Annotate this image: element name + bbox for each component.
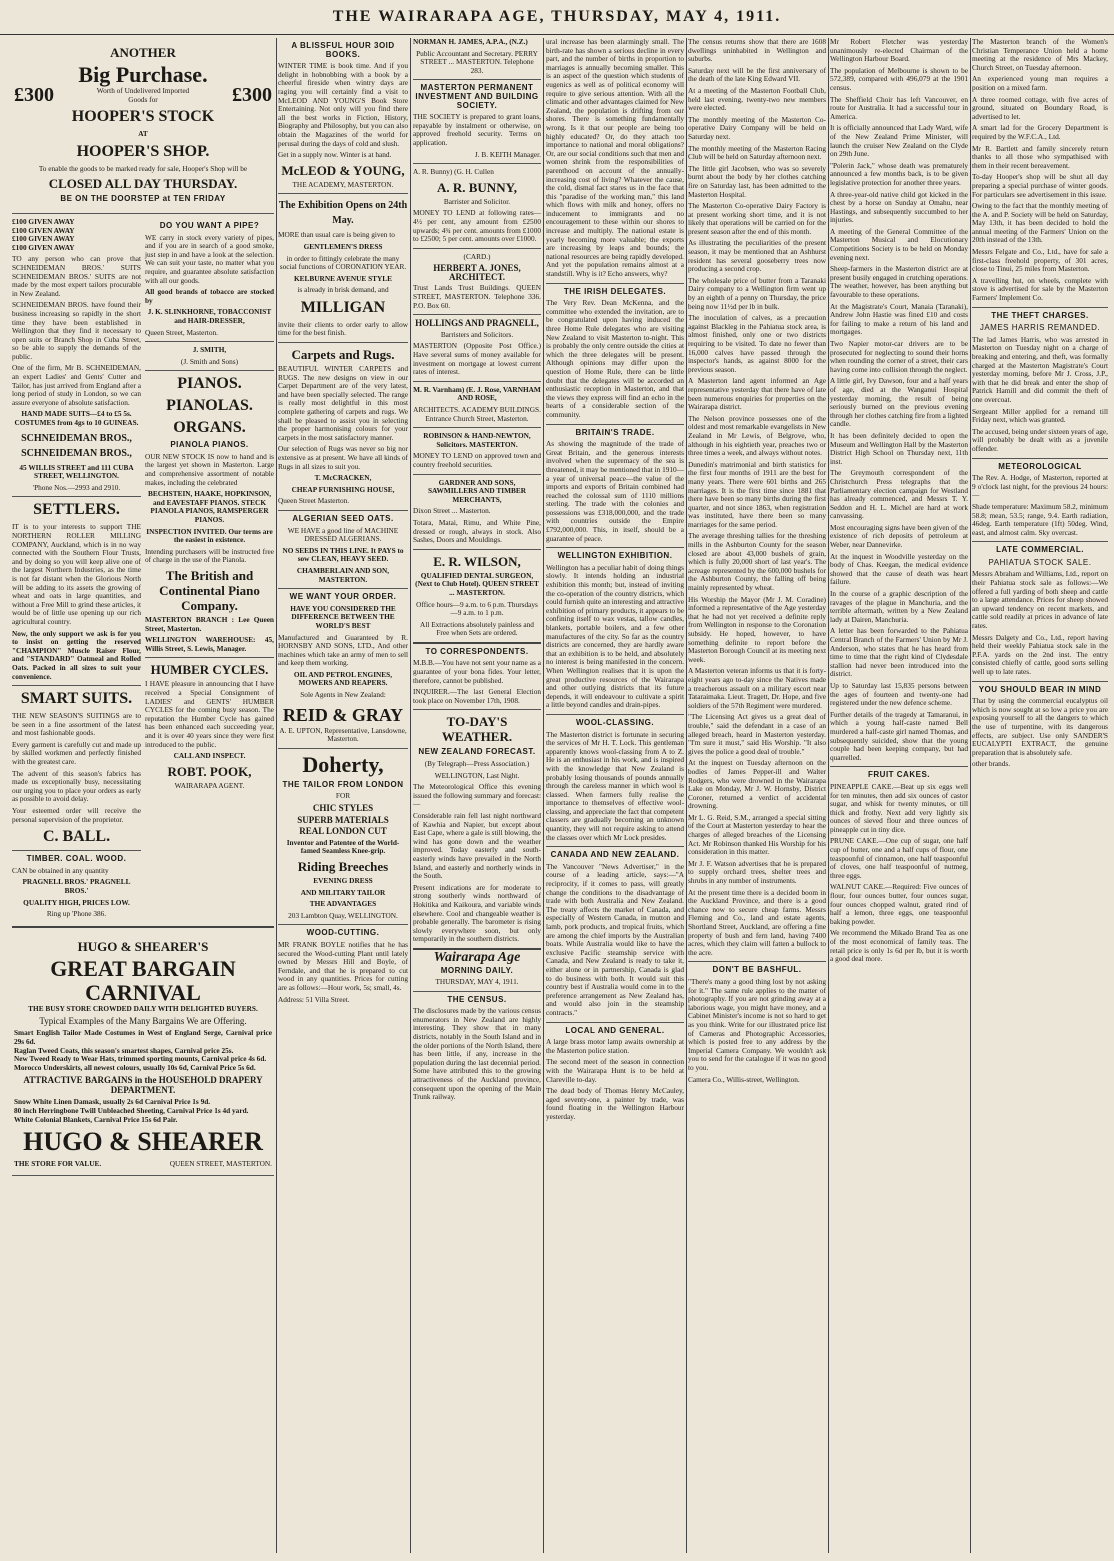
divider xyxy=(413,991,541,992)
column-2 xyxy=(278,38,408,1553)
sale-text: Messrs Abraham and Williams, Ltd., report on their Pahiatua stock sale as follows:—We offered a full yarding of both sheep and cattle to a large attendance. Prices for sheep showed an upward tendency on recent markets, and cattle sold readily at prices in advance of late rates. xyxy=(972,569,1108,631)
oil-petrol: OIL AND PETROL ENGINES, MOWERS AND REAPERS. xyxy=(293,669,393,688)
divider xyxy=(145,657,274,658)
given-away: £100 GIVEN AWAY £100 GIVEN AWAY £100 GIVEN AWAY £100 GIVEN AWAY xyxy=(12,216,75,252)
wctu-branch: The Masterton branch of the Women's Christian Temperance Union held a home meeting at the residence of Mrs Mackey, Church Street, on Tuesday afternoon. xyxy=(972,38,1108,72)
divider xyxy=(278,924,408,925)
hoopers-stock: HOOPER'S STOCK xyxy=(71,108,215,126)
right-price: £300 xyxy=(232,84,272,107)
advantages: THE ADVANTAGES xyxy=(309,899,377,909)
wool-text: The Masterton district is fortunate in securing the services of Mr H. T. Lock. This gentleman apparently knows wool-classing from A to Z. He is an enthusiast in his work, and is inspired with the knowledge that New Zealand is probably losing thousands of pounds annually through the careless manner in which wool is classed. When farmers fully realise the importance to themselves of effective wool-classing, and appreciate the fact that competent classers are gradually becoming an unknown quantity, they will not require asking to attend the classes over which Mr Lock presides. xyxy=(546,729,684,842)
pianos-heading: PIANOS. xyxy=(177,375,242,393)
no-seeds: NO SEEDS IN THIS LINE. It PAYS to sow CLEAN, HEAVY SEED. xyxy=(282,545,404,564)
wellington-warehouse: WELLINGTON WAREHOUSE: 45, Willis Street, S. Lewis, Manager. xyxy=(145,635,274,653)
want-order: WE WANT YOUR ORDER. xyxy=(289,592,397,602)
new-stock-text: OUR NEW STOCK IS now to hand and is the largest yet shown in Masterton. Large and comprehensive assortment of notable makes, including the celebrated xyxy=(145,451,274,487)
mikado-tea: We recommend the Mikado Brand Tea as one of the most economical of family teas. The retail price is only 1s 6d per lb, but it is worth a good deal more. xyxy=(830,928,968,964)
canada-text: The Vancouver "News Advertiser," in the course of a leading article, says:—"A reciprocity, if it comes to pass, will greatly change the conditions to the disadvantage of trade with both Australia and New Zealand. The treaty affects the market of Canada, and especially of Western Canada, in mutton and lamb, pork products, and tropical fruits, which are among the chief imports by the Australian boats. While Australia would like to have the exclusive Pacific steamship service with Canada, and New Zealand is ready to take it, either alone or in partnership, Canada is glad to do business with both. It would suit this country best if Australia would come in to the preference arrangement as New Zealand has, and would also join in the steamship contracts." xyxy=(546,861,684,1017)
exhibition-text: Wellington has a peculiar habit of doing things slowly. It intends holding an industrial exhibition this month; but, instead of inviting the co-operation of the country districts, which could furnish quite an interesting and attractive exhibition of primary products, it appears to be confining itself to wax vestas, tallow candles, blankets, portable boilers, and a few other manufactures of the city. So far as the country districts are concerned, they are hardly aware that an exhibition is to be held, and absolutely no interest is being manifested in the concern. When Wellington realises that it is upon the great productive resources of the Wairarapa and other outlying districts that its future depends, it will endeavour to cultivate a spirit a little beyond candles and drain-pipes. xyxy=(546,562,684,710)
makes-text: BECHSTEIN, HAAKE, HOPKINSON, and EAVESTAFF PIANOS. STECK PIANOLA PIANOS, RAMSPERGER PIANOS. xyxy=(147,489,272,525)
architects: ARCHITECTS. ACADEMY BUILDINGS. Entrance Church Street, Masterton. xyxy=(413,405,541,423)
col1-split xyxy=(12,218,274,922)
inoculation: The inoculation of calves, as a precaution against Blackleg in the Pahiatua stock area, is almost finished, only one or two districts requiring to be visited. To date no fewer than 16,000 calves have passed through the inspector's hands, as against 8000 for the previous season. xyxy=(688,313,826,374)
walnut-cake: WALNUT CAKE.—Required: Five ounces of flour, four ounces butter, four ounces sugar, four ounces chopped walnut, grated rind of half a lemon, three eggs, one teaspoonful baking powder. xyxy=(830,882,968,926)
native-child: A three-year-old native child got kicked in the chest by a horse on Sunday at Omahu, near Hastings, and subsequently succumbed to her injuries. xyxy=(830,189,968,225)
double-rule xyxy=(413,642,541,644)
smart-suits-heading: SMART SUITS. xyxy=(20,690,133,708)
column-rule xyxy=(686,38,687,1553)
met-office: The Meteorological Office this evening issued the following summary and forecast:— xyxy=(413,782,541,809)
present-indications: Present indications are for moderate to strong southerly winds northward of Hokitika and Kaikoura, and variable winds elsewhere. Cool and changeable weather is probable generally. The barometer is rising slowly everywhere soon, but only temporarily in the southern districts. xyxy=(413,882,541,944)
sergeant-remand: Sergeant Miller applied for a remand till Friday next, which was granted. xyxy=(972,406,1108,425)
chic-styles: CHIC STYLES xyxy=(312,803,374,814)
jacobsen: The little girl Jacobsen, who was so severely burnt about the body by her clothes catching fire on Saturday last, has been admitted to the Masterton Hospital. xyxy=(688,163,826,199)
barristers: Barristers and Solicitors. xyxy=(440,329,514,339)
keith-manager: J. B. KEITH Manager. xyxy=(474,149,541,159)
hugo-shearer-advert xyxy=(12,932,274,1176)
office-hours: Office hours—9 a.m. to 6 p.m. Thursdays—9 a.m. to 1 p.m. xyxy=(416,599,538,618)
busy-store: THE BUSY STORE CROWDED DAILY WITH DELIGHTED BUYERS. xyxy=(28,1003,258,1013)
masterton-branch: MASTERTON BRANCH : Lee Queen Street, Masterton. xyxy=(145,615,274,633)
divider xyxy=(278,510,408,511)
pineapple-cake: PINEAPPLE CAKE.—Beat up six eggs well for ten minutes, then add six ounces of castor sugar, and whisk for twenty minutes, or till thick and frothy. Next add very lightly six ounces of sieved flour and three ounces of pineapple cut in tiny dice. xyxy=(830,781,968,834)
nelson-evangelist: The Nelson province possesses one of the oldest and most remarkable evangelists in New Zealand in Mr Lewis, of Belgrove, who, although in his eightieth year, preaches two or three times a week, and always without notes. xyxy=(688,413,826,458)
morning-daily: MORNING DAILY. xyxy=(440,965,514,975)
experienced-man: An experienced young man requires a position on a mixed farm. xyxy=(972,74,1108,92)
reid-gray: REID & GRAY xyxy=(282,704,404,725)
wool-heading: WOOL-CLASSING. xyxy=(575,717,655,727)
column-5 xyxy=(688,38,826,1553)
milligan: MILLIGAN xyxy=(300,298,386,316)
mayor: His Worship the Mayor (Mr J. M. Coradine) informed a representative of the Age yesterday that he had not yet received a definite reply from Wellington in response to the Coronation subsidy. He hoped, however, to have something definite to report before the Masterton Borough Council at its meeting next week. xyxy=(688,594,826,664)
col1-left xyxy=(12,218,141,922)
barrister: Barrister and Solicitor. xyxy=(443,196,511,206)
census-heading: THE CENSUS. xyxy=(447,994,507,1004)
at-label: AT xyxy=(138,129,148,139)
owing-meeting: Owing to the fact that the monthly meeting of the A. and P. Society will be held on Saturday, May 13th, it has been decided to hold the annual meeting of the Farmers' Union on the 20th instead of the 13th. xyxy=(972,201,1108,245)
hugo-shearer-name: HUGO & SHEARER xyxy=(23,1127,263,1157)
melbourne: The population of Melbourne is shown to be 572,389, compared with 496,079 at the 1901 census. xyxy=(830,65,968,92)
carpets-text: BEAUTIFUL WINTER CARPETS and RUGS. The new designs on view in our Carpet Department are of the very latest, and have been specially selected. The range is really most delightful in this most complete gathering of carpets and rugs. We shall be pleased to assist you in selecting the proper harmonising colours for your carpets in the most satisfactory manner. xyxy=(278,364,408,442)
graphic-description: In the course of a graphic description of the ravages of the plague in Manchuria, and the terrible aftermath, written by a New Zealand lady at Dairen, Manchuria. xyxy=(830,589,968,624)
mbb-note: M.B.B.—You have not sent your name as a guarantee of your bona fides. Your letter, therefore, cannot be published. xyxy=(413,658,541,685)
military-tailor: AND MILITARY TAILOR xyxy=(300,887,386,897)
humber-heading: HUMBER CYCLES. xyxy=(150,662,269,678)
algerian-heading: ALGERIAN SEED OATS. xyxy=(292,513,394,523)
hoopers-shop: HOOPER'S SHOP. xyxy=(76,142,210,160)
three-roomed: A three roomed cottage, with five acres of ground, situated on Boundary Road, is advertised to let. xyxy=(972,94,1108,121)
column-4 xyxy=(546,38,684,1553)
riding-breeches: Riding Breeches xyxy=(297,859,389,874)
society-text: THE SOCIETY is prepared to grant loans, repayable by instalment or otherwise, on approved freehold security. Terms on application. xyxy=(413,112,541,147)
smith-sons: (J. Smith and Sons) xyxy=(180,356,239,366)
hornsby-text: Manufactured and Guaranteed by R. HORNSBY AND SONS, LTD., And other machines which take an army of men to sell and keep them working. xyxy=(278,632,408,668)
card-label: (CARD.) xyxy=(463,251,491,261)
divider xyxy=(413,79,541,80)
smart-text2: Every garment is carefully cut and made up by skilled workmen and perfectly finished with the greatest care. xyxy=(12,739,141,767)
divider xyxy=(413,163,541,164)
drapery-lines: Snow White Linen Damask, usually 2s 6d Carnival Price 1s 9d. 80 inch Herringbone Twill Unbleached Sheeting, Carnival Price 1s 4d yard. White Colonial Blankets, Carnival Price 15s 6d Pair. xyxy=(14,1097,249,1124)
shade-temperature: Shade temperature: Maximum 58.2, minimum 58.8; mean, 53.5; range, 9.4. Earth radiation, 46deg. Earth temperature (1ft) 50deg. Wind, east, and almost calm. Sky overcast. xyxy=(972,501,1108,537)
divider xyxy=(972,681,1108,682)
divider xyxy=(413,474,541,475)
weather-heading: TO-DAY'S WEATHER. xyxy=(441,714,513,745)
divider xyxy=(413,427,541,428)
bunny-cullen: A. R. Bunny) (G. H. Cullen xyxy=(413,167,494,177)
coronation: in order to fittingly celebrate the many social functions of CORONATION YEAR. xyxy=(279,253,407,272)
illustrating: As illustrating the peculiarities of the present season, it may be mentioned that an Ashhurst resident has several gooseberry trees now producing a second crop. xyxy=(688,238,826,274)
chamberlain: CHAMBERLAIN AND SON, MASTERTON. xyxy=(296,565,390,584)
upton: A. E. UPTON, Representative, Lansdowne, Masterton. xyxy=(279,725,407,744)
hugo-title: HUGO & SHEARER'S xyxy=(77,938,209,954)
schneideman-text2: SCHNEIDEMAN BROS. have found their business increasing so rapidly in the short time they have been established in Wellington that they find it necessary to open suits or Branch Shop in Cuba Street, so be able to supply the demands of the public. xyxy=(12,300,141,361)
licensing-act: "The Licensing Act gives us a great deal of trouble," said the defendant in a case of an alleged breach, heard in Masterton yesterday. "I'm sure it must," said His Worship. "It also gives the police a good deal of trouble." xyxy=(688,712,826,756)
divider xyxy=(145,341,274,342)
veteran: A Masterton veteran informs us that it is forty-eight years ago to-day since the Natives made a treacherous assault on a military escort near Tataraimaka. Lieut. Tragett, Dr. Hope, and five soldiers of the 57th Regiment were murdered. xyxy=(688,666,826,710)
meteorological-heading: METEOROLOGICAL xyxy=(998,461,1082,471)
tamaranui-tragedy: Further details of the tragedy at Tamaranui, in which a young half-caste named Bell murdered a half-caste girl named Thomas, and subsequently suicided, show that the young couple had been keeping company, but had quarrelled. xyxy=(830,709,968,762)
divider xyxy=(413,314,541,315)
kelburne: KELBURNE AVENUE STYLE xyxy=(294,273,392,283)
camera-footer: Camera Co., Willis-street, Wellington. xyxy=(688,1074,800,1084)
slinkhorne: J. K. SLINKHORNE, TOBACCONIST and HAIR-DRESSER, xyxy=(147,307,272,325)
second-meet: The second meet of the season in connection with the Wairarapa Hunt is to be held at Clareville to-day. xyxy=(546,1057,684,1084)
hoopers-advert xyxy=(12,38,274,214)
inspection-text: INSPECTION INVITED. Our terms are the easiest in existence. xyxy=(146,526,273,545)
milligan-invite: invite their clients to order early to allow time for the best finish. xyxy=(278,319,408,338)
canada-heading: CANADA AND NEW ZEALAND. xyxy=(550,850,680,860)
hoopers-shut: To-day Hooper's shop will be shut all day preparing a special purchase of winter goods. For particulars see advertisement in this issue. xyxy=(972,172,1108,199)
extractions: All Extractions absolutely painless and Free when Sets are ordered. xyxy=(420,619,534,638)
column-rule xyxy=(410,38,411,1553)
travelling-hut: A travelling hut, on wheels, complete with stove is advertised for sale by the Masterton Farmers' Implement Co. xyxy=(972,275,1108,303)
double-rule xyxy=(12,926,274,928)
attractive-bargains: ATTRACTIVE BARGAINS in the HOUSEHOLD DRAPERY DEPARTMENT. xyxy=(23,1075,263,1096)
divider xyxy=(830,766,968,767)
wairarapa-age-title: Wairarapa Age xyxy=(433,949,521,965)
academy: THE ACADEMY, MASTERTON. xyxy=(292,179,394,189)
weather-text: Considerable rain fell last night northward of Kawhia and Napier, but except about East Cape, where a gale is still blowing, the wind has gone down and the weather improved. Today easterly and south-easterly winds have prevailed in the North Island, and easterly and northerly winds in the South. xyxy=(413,811,541,881)
smart-text: THE NEW SEASON'S SUITINGS are to be seen in a fine assortment of the latest and most fashionable goods. xyxy=(12,711,141,738)
divider xyxy=(413,549,541,550)
divider xyxy=(972,458,1108,459)
enable-text: To enable the goods to be marked ready for sale, Hooper's Shop will be xyxy=(38,163,248,173)
racing-club: The monthly meeting of the Masterton Racing Club will be held on Saturday afternoon next. xyxy=(688,143,826,162)
schneideman-phone: 'Phone Nos.—2993 and 2910. xyxy=(32,482,121,492)
queen-street: Queen Street, Masterton. xyxy=(145,327,218,337)
robinson: ROBINSON & HAND-NEWTON, Solicitors. MASTERTON. xyxy=(423,431,531,449)
lambton-quay: 203 Lambton Quay, WELLINGTON. xyxy=(288,910,398,920)
watson: Mr J. F. Watson advertises that he is prepared to supply orchard trees, shelter trees and shrubs in any number of instruments. xyxy=(688,858,826,886)
pahiatua-letter: A letter has been forwarded to the Pahiatua Central Branch of the Farmers' Union by Mr J. Anderson, who states that he has heard from time to time that the right kind of Clydesdale stallion had never been introduced into the district. xyxy=(830,626,968,679)
divider xyxy=(546,283,684,284)
dunedin-statistics: Dunedin's matrimonial and birth statistics for the first four months of 1911 are the best for many years. There were 601 births and 265 marriages. It is the first time since 1881 that there have been so many births during the first quarter, and not since 1863, when registration was instituted, have there been so many marriages for the same period. xyxy=(688,459,826,529)
divider xyxy=(12,496,141,497)
greymouth: The Greymouth correspondent of the Christchurch Press telegraphs that the Parliamentary election campaign for Westland has already commenced, and Messrs T. Y. Seddon and H. L. Michel are hard at work canvassing. xyxy=(830,468,968,521)
ready-decided: It has been definitely decided to open the Museum and Wellington Hall by the Masterton District High School on Thursday next, 11th inst. xyxy=(830,430,968,466)
rugs-text: Our selection of Rugs was never so big nor extensive as at present. We have all kinds of Rugs in all sizes to suit you. xyxy=(278,444,408,471)
column-rule xyxy=(828,38,829,1553)
hollings-text: MASTERTON (Opposite Post Office.) Have several sums of money available for investment on mortgage at lowest current rates of interest. xyxy=(413,341,541,377)
norman-james: NORMAN H. JAMES, A.P.A., (N.Z.) xyxy=(413,38,528,46)
football-club: At a meeting of the Masterton Football Club, held last evening, twenty-two new members were elected. xyxy=(688,85,826,113)
accountant: Public Accountant and Secretary. PERRY STREET ... MASTERTON. Telephone 283. xyxy=(416,48,538,75)
permanent-society: MASTERTON PERMANENT INVESTMENT AND BUILDING SOCIETY. xyxy=(415,83,539,110)
trade-text: As showing the magnitude of the trade of Great Britain, and the generous interests involved when the supremacy of the sea is threatened, it may be mentioned that in 1910—a year of universal peace—the value of the imports and exports of Britain combined had reached the colossal sum of 1110 millions sterling. The trade with the colonies and possessions was £318,000,000, and the trade with countries outside the Empire £792,000,000. This, in itself, should be a guarantee of peace. xyxy=(546,439,684,543)
dixon-street: Dixon Street ... Masterton. xyxy=(413,506,491,516)
bear-in-mind: YOU SHOULD BEAR IN MIND xyxy=(978,684,1102,694)
saturday-anniversary: Saturday next will be the first anniversary of the death of the late King Edward VII. xyxy=(688,65,826,84)
harris-text: The lad James Harris, who was arrested in Masterton on Tuesday night on a charge of breaking and entering, and theft, was formally charged at the Masterton Magistrate's Court yesterday morning, before Mr J. Cross, J.P., with that he did break and enter the shop of Patrick Hamill and did commit the theft of one overcoat. xyxy=(972,334,1108,404)
schneideman-text: TO any person who can prove that SCHNEIDEMAN BROS.' SUITS SCHNEIDEMAN BROS.' SUITS are not made by the most expert tailors procurable in New Zealand. xyxy=(12,254,141,298)
theft-heading: THE THEFT CHARGES. xyxy=(991,310,1089,320)
quality-text: QUALITY HIGH, PRICES LOW. xyxy=(23,897,130,907)
harris-remanded: JAMES HARRIS REMANDED. xyxy=(979,323,1101,333)
land-agent: A Masterton land agent informed an Age representative yesterday that there have of late been numerous enquiries for properties on the Wairarapa district. xyxy=(688,376,826,412)
settlers-text: IT is to your interests to support THE NORTHERN ROLLER MILLING COMPANY, Auckland, which is in no way connected with the Southern Flour Trusts, and by doing so you will keep alive one of the largest Northern Industries, as the time is not far distant when the Glorious North will be adding to its assets the growing of wheat and oats in large quantities, and without a Free Mill to grind these articles, it would be of little use opening up our rich agricultural country. xyxy=(12,522,141,626)
bashful-heading: DON'T BE BASHFUL. xyxy=(712,965,802,975)
settlers-text2: Now, the only support we ask is for you to insist on getting the reserved "CHAMPION" Muscle Raiser Flour, and "STANDARD" Oatmeal and Rolled Oats. Packed in all sizes to suit your convenience. xyxy=(12,628,141,681)
left-price: £300 xyxy=(14,84,54,107)
divider xyxy=(278,193,408,194)
pianolas-heading: PIANOLAS. xyxy=(166,397,253,415)
wellington-last: WELLINGTON, Last Night. xyxy=(434,770,520,780)
gentlemens-dress: GENTLEMEN'S DRESS xyxy=(303,241,383,251)
hand-made: HAND MADE SUITS—£4 to £5 5s. COSTUMES from 4gs to 10 GUINEAS. xyxy=(14,409,139,428)
exhibition-heading: The Exhibition Opens on 24th May. xyxy=(278,200,408,227)
bartlett-thanks: Mr R. Bartlett and family sincerely return thanks to all those who sympathised with them in their recent bereavement. xyxy=(972,143,1108,170)
big-purchase-heading: Big Purchase. xyxy=(78,62,208,87)
divider xyxy=(145,370,274,371)
divider xyxy=(413,248,541,249)
polerin-jack: "Polerin Jack," whose death was prematurely announced a few months back, is to be given legislative protection for another three years. xyxy=(830,160,968,187)
store-for-value: THE STORE FOR VALUE. xyxy=(14,1159,102,1169)
inventor: Inventor and Patentee of the World-famed Seamless Knee-grip. xyxy=(286,837,400,856)
winter-text: WINTER TIME is book time. And if you delight in hobnobbing with a book by a cheerful fireside when wintry days are raging you will certainly find a visit to McLEOD AND YOUNG'S Book Store Entertaining. Not only will you find there all the best works in Fiction, History, Biography and Philosophy, but you can also obtain the Magazines of the world for perusal during the days of cold and slush. xyxy=(278,61,408,148)
local-heading: LOCAL AND GENERAL. xyxy=(565,1025,665,1035)
get-in: Get in a supply now. Winter is at hand. xyxy=(278,150,392,160)
money-lend2: MONEY TO LEND on approved town and country freehold securities. xyxy=(413,451,541,469)
motor-car: Two Napier motor-car drivers are to be prosecuted for neglecting to sound their horns when rounding the corner of a street, their cars having come into collision through the neglect. xyxy=(830,339,968,374)
divider xyxy=(12,850,141,851)
late-commercial: LATE COMMERCIAL. xyxy=(996,545,1084,555)
pipe-heading: DO YOU WANT A PIPE? xyxy=(159,220,260,230)
carpets-heading: Carpets and Rugs. xyxy=(291,347,395,363)
dead-body: The dead body of Thomas Henry McCauley, aged seventy-one, a painter by trade, was found floating in the Wellington Harbour yesterday. xyxy=(546,1086,684,1121)
divider xyxy=(972,307,1108,308)
forecast-heading: NEW ZEALAND FORECAST. xyxy=(418,747,536,757)
bargain-lines: Smart English Tailor Made Costumes in West of England Serge, Carnival price 29s 6d. Raglan Tweed Coats, this season's smartest shapes, Carnival price 25s. New Tweed Ready to Wear Hats, trimmed sporting mounts, Carnival price 4s 6d. Morocco Underskirts, all newest colours, usually 10s 6d, Carnival Price 5s 6d. xyxy=(14,1028,272,1072)
little-girl: A little girl, Ivy Dawson, four and a half years of age, died at the Wanganui Hospital yesterday morning, the result of being seriously burned on the previous evening through her clothes catching fire from a lighted candle. xyxy=(830,376,968,429)
gardner-sons: GARDNER AND SONS, SAWMILLERS AND TIMBER MERCHANTS, xyxy=(428,477,526,504)
general-committee: A meeting of the General Committee of the Masterton Musical and Elocutionary Competitions Society is to be held on Monday evening next. xyxy=(830,226,968,262)
defence-scheme: Up to Saturday last 15,835 persons between the ages of fourteen and twenty-one had registered under the new defence scheme. xyxy=(830,680,968,708)
smart-text4: Your esteemed order will receive the personal supervision of the proprietor. xyxy=(12,806,141,824)
mcleod-young: McLEOD & YOUNG, xyxy=(281,162,405,178)
issue-date: THURSDAY, MAY 4, 1911. xyxy=(435,977,519,987)
woodville-inquest: At the inquest in Woodville yesterday on the body of Chas. Keegan, the medical evidence showed that the cause of death was heart failure. xyxy=(830,551,968,587)
divider xyxy=(546,1022,684,1023)
evening-dress: EVENING DRESS xyxy=(313,876,373,885)
divider xyxy=(546,714,684,715)
ural-text: ural increase has been alarmingly small. The birth-rate has shown a serious decline in every part, and the number of births in proportion to marriages is annually becoming smaller. This is an aspect of the question which students of eugenics as well as of political economy will require to give serious attention. With all the climatic and other advantages claimed for New Zealand, the population is drifting from our shores. There is something fundamentally wrong. Is it that our people are being too highly educated? Or, do they attach too importance to national and moral obligations? Or, are our social conditions such that men and women shrink from the responsibilities of parenthood on account of the annually-increasing cost of living? Whatever the cause, the cold, dismal fact stares us in the face that this "paradise of the working man," this land which flows with milk and honey, offers no inducement to immigrants and no encouragement to these within our shores to increase and multiply. The national estate is yearly becoming more valuable; the exports are increasing by leaps and bounds; the national resources are being rapidly developed. And yet the population remains almost at a standstill. Why is it? Echo answers, why? xyxy=(546,38,684,279)
sheffield-choir: The Sheffield Choir has left Vancouver, en route for Australia. It had a successful tour in America. xyxy=(830,94,968,121)
dental: QUALIFIED DENTAL SURGEON, (Next to Club Hotel). QUEEN STREET ... MASTERTON. xyxy=(415,570,539,597)
col1-right xyxy=(145,218,274,922)
bashful-text: "There's many a good thing lost by not asking for it." The same rule applies to the matter of photography. If you are not grinding away at a laborious wage, you might have money, and a Cabinet Minister's income is not so hard to get as you think. Write for our illustrated price list of Cameras and Photographic Accessories, which is posted free to any address by the Imperial Camera Company. We wouldn't ask you to send for the catalogue if it was no good to you. xyxy=(688,976,826,1072)
trust-lands: Trust Lands Trust Buildings. QUEEN STREET, MASTERTON. Telephone 336. P.O. Box 60. xyxy=(413,283,541,310)
dalgety-report: Messrs Dalgety and Co., Ltd., report having held their weekly Pahiatua stock sale in the P.F.A. yards on the 2nd inst. The entry consisted chiefly of cattle, good sorts selling well up to late rates. xyxy=(972,632,1108,676)
masthead xyxy=(0,6,1114,35)
varnham-rose: M. R. Varnham) (E. J. Rose, VARNHAM AND ROSE, xyxy=(413,384,541,403)
wilson: E. R. WILSON, xyxy=(433,553,521,569)
pianola-pianos: PIANOLA PIANOS. xyxy=(170,440,249,450)
census-returns: The census returns show that there are 1608 dwellings uninhabited in Wellington and suburbs. xyxy=(688,38,826,64)
fruit-cakes-heading: FRUIT CAKES. xyxy=(868,770,930,780)
divider xyxy=(413,709,541,710)
other-brands: other brands. xyxy=(972,759,1011,769)
column-rule xyxy=(276,38,277,1553)
typical-examples: Typical Examples of the Many Bargains We are Offering. xyxy=(39,1016,247,1027)
column-6 xyxy=(830,38,968,1553)
organs-heading: ORGANS. xyxy=(173,419,246,437)
sole-agents: Sole Agents in New Zealand: xyxy=(300,690,386,700)
price-row xyxy=(14,84,272,107)
wood-cutting: WOOD-CUTTING. xyxy=(306,928,380,938)
auckland-boom: At the present time there is a decided boom in the Auckland Province, and there is a good chance now to secure cheap farms. Messrs Fleming and Co., land and estate agents, Shortland Street, Auckland, are offering a fine property of bush and fern land, having 7400 acres, which they claim will fatten a bullock to the acre. xyxy=(688,887,826,957)
divider xyxy=(278,342,408,343)
bunny-name: A. R. BUNNY, xyxy=(436,179,518,195)
wholesale-butter: The wholesale price of butter from a Taranaki Dairy company to a Wellington firm went up by an eighth of a penny on Thursday, the price being now 11½d per lb in bulk. xyxy=(688,275,826,311)
schneideman-address: 45 WILLIS STREET and 111 CUBA STREET, WELLINGTON. xyxy=(19,462,134,481)
schneideman-bros: SCHNEIDEMAN BROS., SCHNEIDEMAN BROS., xyxy=(21,432,132,459)
milligan-text: is already in brisk demand, and xyxy=(297,285,389,295)
footer-address: QUEEN STREET, MASTERTON. xyxy=(169,1159,272,1169)
can-be-obtained: CAN be obtained in any quantity xyxy=(12,865,109,875)
dairy-meeting: The monthly meeting of the Masterton Co-operative Dairy Company will be held on Saturday next. xyxy=(688,114,826,141)
robt-pook: ROBT. POOK, xyxy=(167,763,252,779)
real-london: REAL LONDON CUT xyxy=(299,826,387,837)
irish-heading: THE IRISH DELEGATES. xyxy=(563,286,667,296)
column-3 xyxy=(413,38,541,1553)
pahiatua-sale: PAHIATUA STOCK SALE. xyxy=(988,557,1092,567)
considered: HAVE YOU CONSIDERED THE DIFFERENCE BETWEEN THE WORLD'S BEST xyxy=(290,603,396,630)
money-lend: MONEY TO LEND at following rates—4½ per cent, any amount from £2500 upwards; 4¾ per cent. amounts from £1000 to £2500; 5 per cent. amounts over £1000. xyxy=(413,208,541,244)
divider xyxy=(546,424,684,425)
divider xyxy=(688,961,826,962)
machine-dressed: WE HAVE a good line of MACHINE DRESSED ALGERIANS. xyxy=(287,525,399,544)
humber-text: I HAVE pleasure in announcing that I have received a Special Consignment of LADIES' and GENTS' HUMBER CYCLES for the coming busy season. The reputation the Humber Cycle has gained has been enhanced each succeeding year, and it is over 40 years since they were first introduced to the public. xyxy=(145,679,274,749)
lady-ward: It is officially announced that Lady Ward, wife of the New Zealand Prime Minister, will launch the cruiser New Zealand on the Clyde on 29th June. xyxy=(830,123,968,159)
c-ball: C. BALL. xyxy=(42,828,111,846)
felgate: Messrs Felgate and Co., Ltd., have for sale a first-class freehold property, of 301 acres, close to Tinui, 25 miles from Masterton. xyxy=(972,247,1108,274)
doherty: Doherty, xyxy=(302,751,384,777)
superb-materials: SUPERB MATERIALS xyxy=(297,814,389,825)
exhibition-heading: WELLINGTON EXHIBITION. xyxy=(557,551,673,561)
bear-text: That by using the commercial eucalyptus oil which is now sought at so low a price you are exposing yourself to all the dangers to which the use of turpentine, with its dangerous effects, are subject. Use only SANDER'S EUCALYPTI EXTRACT, the genuine preparation that is absolutely safe. xyxy=(972,696,1108,757)
queen-st: Queen Street Masterton. xyxy=(278,496,350,506)
divider xyxy=(546,846,684,847)
hugo-footer xyxy=(14,1160,272,1169)
cheap-furnishing: CHEAP FURNISHING HOUSE, xyxy=(291,484,395,494)
hodge-report: The Rev. A. Hodge, of Masterton, reported at 9 o'clock last night, for the previous 24 hours:— xyxy=(972,473,1108,500)
for-label: FOR xyxy=(335,791,351,801)
mccracken: T. McCRACKEN, xyxy=(314,473,372,483)
pipe-stocked: All good brands of tobacco are stocked by xyxy=(145,287,274,305)
call-inspect: CALL AND INSPECT. xyxy=(173,751,246,761)
smart-lad: A smart lad for the Grocery Department is required by the W.F.C.A., Ltd. xyxy=(972,123,1108,141)
inquirer-note: INQUIRER.—The last General Election took place on November 17th, 1908. xyxy=(413,687,541,705)
divider xyxy=(546,547,684,548)
totara: Totara, Matai, Rimu, and White Pine, dressed or rough, always in stock. Also Sashes, Doors and Mouldings. xyxy=(413,517,541,545)
encouraging-signs: Most encouraging signs have been given of the existence of rich deposits of petroleum at Weber, near Dannevirke. xyxy=(830,522,968,550)
doorstep-notice: BE ON THE DOORSTEP at TEN FRIDAY xyxy=(60,194,226,204)
column-1 xyxy=(12,38,274,1553)
telegraph: (By Telegraph—Press Association.) xyxy=(424,759,530,769)
blissful-heading: A BLISSFUL HOUR 3OID BOOKS. xyxy=(291,41,395,59)
accused-juvenile: The accused, being under sixteen years of age, will probably be dealt with as a juvenile offender. xyxy=(972,426,1108,453)
divider xyxy=(12,685,141,686)
british-continental: The British and Continental Piano Company. xyxy=(159,568,260,613)
divider xyxy=(278,588,408,589)
co-op-factory: The Masterton Co-operative Dairy Factory is at present working short time, and it is not likely that operations will be carried on for the present season after the end of this month. xyxy=(688,201,826,236)
magistrate-court: At the Magistrate's Court, Manaia (Taranaki), Andrew John Hastie was fined £10 and costs for failing to make a return of his land and mortgages. xyxy=(830,301,968,337)
boyle-address: Address: 51 Villa Street. xyxy=(278,994,350,1004)
fletcher: Mr Robert Fletcher was yesterday unanimously re-elected Chairman of the Wellington Harbour Board. xyxy=(830,38,968,64)
inquest: At the inquest on Tuesday afternoon on the bodies of James Pepper-ill and Walter Rodgers, who were drowned in the Wairarapa Lake on Monday, Mr J. W. Hornsby, District Coroner, returned a verdict of accidental drowning. xyxy=(688,758,826,811)
intending-text: Intending purchasers will be instructed free of charge in the use of the Pianola. xyxy=(145,546,274,565)
j-smith: J. SMITH, xyxy=(192,345,227,355)
great-bargain: GREAT BARGAIN CARNIVAL xyxy=(50,955,236,1005)
correspondents-heading: TO CORRESPONDENTS. xyxy=(425,646,529,656)
boyle-text: MR FRANK BOYLE notifies that he has secured the Wood-cutting Plant until lately owned by Messrs Hill and Boyle, of Ferndale, and that he is prepared to cut wood in any quantities. Prices for cutting are as follows:—Hour work, 5s; small, 4s. xyxy=(278,939,408,992)
column-rule xyxy=(543,38,544,1553)
trade-heading: BRITAIN'S TRADE. xyxy=(575,427,655,437)
threshing: The average threshing tallies for the threshing mills in the Ashburton County for the season closed are about 43,000 bushels of grain, which is fully 20,000 short of last year's. The acreage represented by the 600,000 bushels for the Ashburton County, the falling off being mainly represented by wheat. xyxy=(688,531,826,593)
price-note: Worth of Undelivered Imported Goods for xyxy=(96,86,190,104)
census-text: The disclosures made by the various census enumerators in New Zealand are highly interesting. They show that in many districts, notably in the South Island and in the older portions of the North Island, there has been little, if any, increase in the population during the last decennial period. Some have attributed this to the growing attractiveness of the Auckland province, consequent upon the opening of the Main Trunk railway. xyxy=(413,1006,541,1102)
exhibition-text: MORE than usual care is being given to xyxy=(278,230,395,240)
divider xyxy=(972,541,1108,542)
column-7 xyxy=(972,38,1108,1553)
tailor-london: THE TAILOR FROM LONDON xyxy=(282,779,404,789)
divider xyxy=(413,381,541,382)
column-rule xyxy=(970,38,971,1553)
schneideman-text3: One of the firm, Mr B. SCHNEIDEMAN, an expert Ladies' and Gents' Cutter and Tailor, has just arrived from England after a long period of study in London, so we can assure everyone of absolute satisfaction. xyxy=(12,363,141,407)
divider xyxy=(278,748,408,749)
pipe-text: WE carry in stock every variety of pipes, and if you are in search of a good smoke, just step in and have a look at the selection. We can suit your taste, no matter what you require, and guarantee absolute satisfaction with all our goods. xyxy=(145,232,274,285)
irish-text: The Very Rev. Dean McKenna, and the committee who extended the invitation, are to be congratulated upon having induced the three Home Rule delegates who are visiting New Zealand to visit Masterton to-night. This is probably the only centre outside the cities at which the three delegates will be present. Although opinions may differ upon the question of Home Rule, there can be little doubt that the delegates will be accorded an enthusiastic reception in Masterton, and that the views they express will find an echo in the hearts of a considerable section of the community. xyxy=(546,298,684,419)
timber-heading: TIMBER. COAL. WOOD. xyxy=(26,854,127,864)
settlers-heading: SETTLERS. xyxy=(33,501,120,519)
masthead-title: THE WAIRARAPA AGE, THURSDAY, MAY 4, 1911. xyxy=(332,8,782,25)
herbert-jones: HERBERT A. JONES, ARCHITECT. xyxy=(433,263,521,282)
hollings-pragnell: HOLLINGS AND PRAGNELL, xyxy=(415,318,539,329)
special-sitting: Mr L. G. Reid, S.M., arranged a special sitting of the Court at Masterton yesterday to hear the charges of alleged breaches of the Licensing Act. Mr Robinson thanked His Worship for his consideration in this matter. xyxy=(688,812,826,857)
wairarapa-agent: WAIRARAPA AGENT. xyxy=(174,780,245,790)
ring-up: Ring up 'Phone 386. xyxy=(46,909,107,919)
closed-notice: CLOSED ALL DAY THURSDAY. xyxy=(48,176,238,192)
smart-text3: The advent of this season's fabrics has made us exceptionally busy, necessitating our urging you to place your orders as early as possible to avoid delay. xyxy=(12,768,141,804)
another-heading: ANOTHER xyxy=(110,45,176,60)
local-text: A large brass motor lamp awaits ownership at the Masterton police station. xyxy=(546,1037,684,1055)
prune-cake: PRUNE CAKE.—One cup of sugar, one half cup of butter, one and a half cups of flour, one teaspoonful of cinnamon, one half teaspoonful of cloves, one half teaspoonful of nutmeg, three eggs. xyxy=(830,836,968,880)
sheep-farmers: Sheep-farmers in the Masterton district are at present busily engaged in crutching operations. The weather, however, has been anything but favourable to these operations. xyxy=(830,264,968,300)
pragnell-bros: PRAGNELL BROS.' PRAGNELL BROS.' xyxy=(22,877,131,895)
